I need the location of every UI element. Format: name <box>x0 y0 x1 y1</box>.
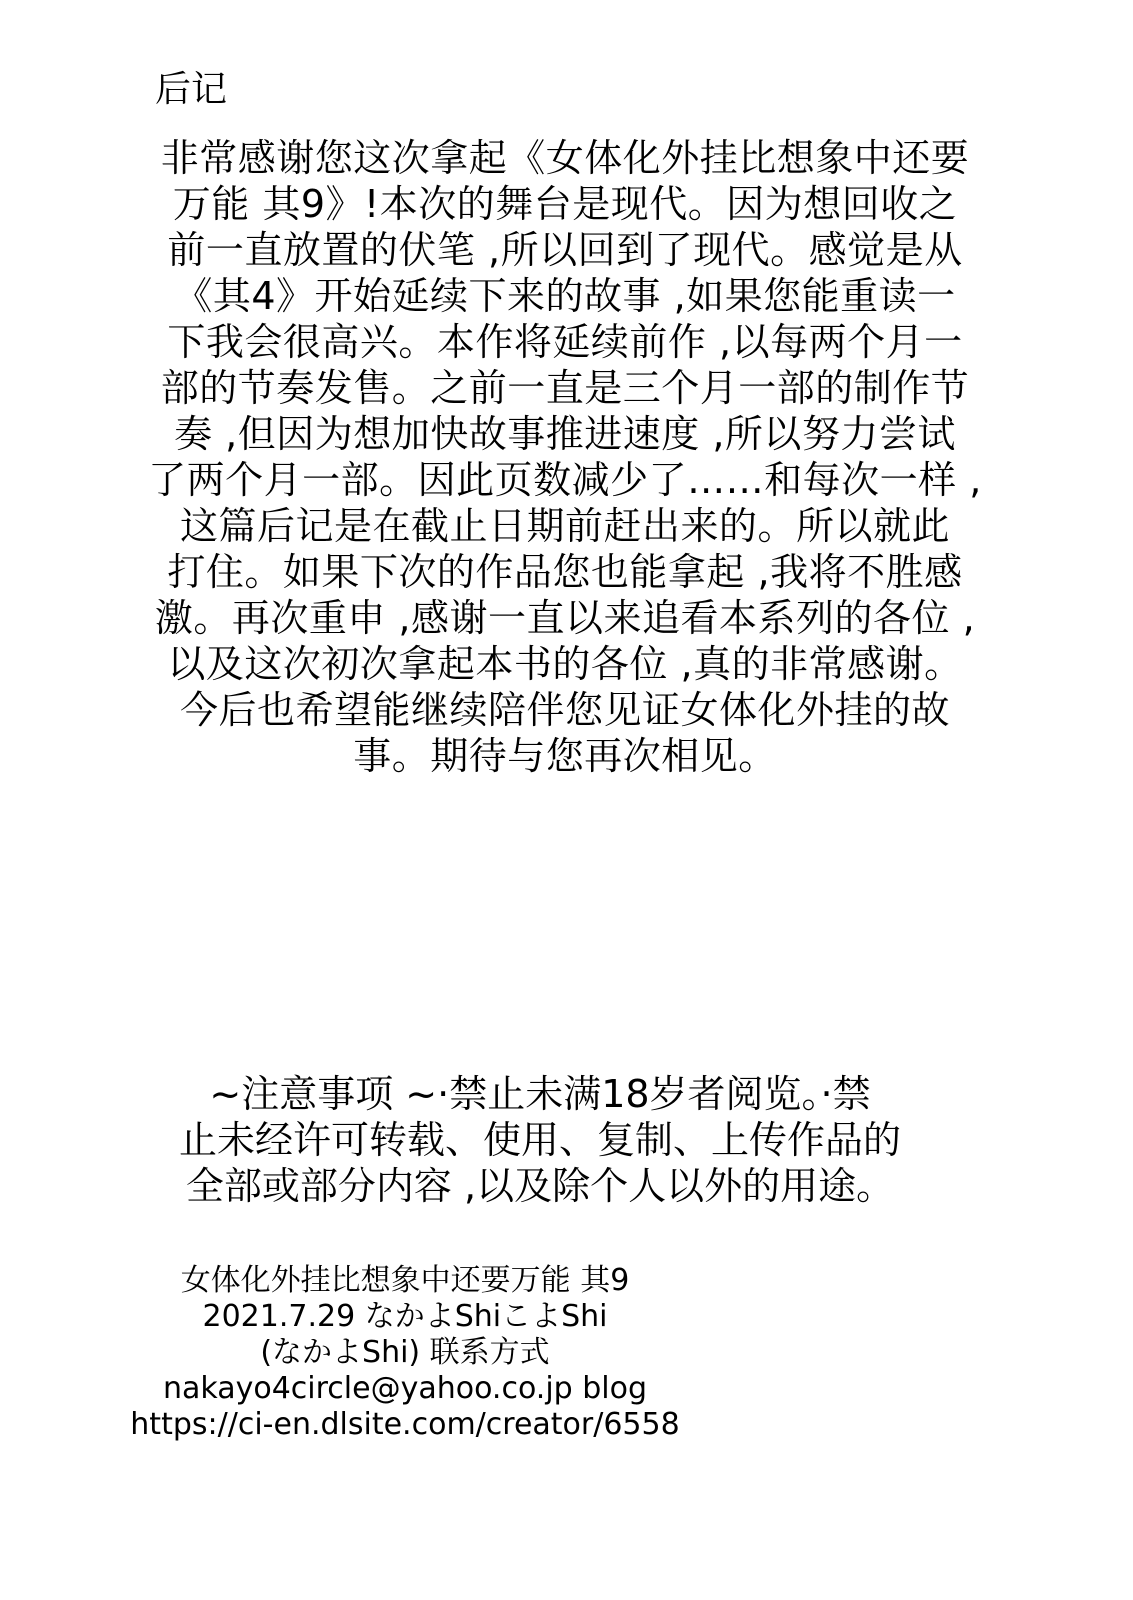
afterword-line: 激。再次重申 ,感谢一直以来追看本系列的各位 , <box>154 596 976 640</box>
afterword-line: 万能 其9》!本次的舞台是现代。因为想回收之 <box>172 182 958 226</box>
afterword-line: 了两个月一部。因此页数减少了……和每次一样 , <box>148 458 982 502</box>
afterword-line: 部的节奏发售。之前一直是三个月一部的制作节 <box>160 366 970 410</box>
notice-line: 止未经许可转载、使用、复制、上传作品的 <box>178 1118 901 1162</box>
colophon-email-blog: nakayo4circle@yahoo.co.jp blog <box>162 1371 648 1406</box>
notice-line: 全部或部分内容 ,以及除个人以外的用途。 <box>185 1164 895 1208</box>
afterword-line: 事。期待与您再次相见。 <box>353 734 777 778</box>
afterword-line: 下我会很高兴。本作将延续前作 ,以每两个月一 <box>167 320 963 364</box>
afterword-line: 以及这次初次拿起本书的各位 ,真的非常感谢。 <box>167 642 963 686</box>
afterword-line: 今后也希望能继续陪伴您见证女体化外挂的故 <box>179 688 950 732</box>
notice-line: ~注意事项 ~·禁止未满18岁者阅览。·禁 <box>209 1072 871 1116</box>
notice-block <box>60 1071 1020 1209</box>
colophon-date-circle: 2021.7.29 なかよShiこよShi <box>202 1299 608 1334</box>
afterword-line: 非常感谢您这次拿起《女体化外挂比想象中还要 <box>160 136 970 180</box>
colophon-url: https://ci-en.dlsite.com/creator/6558 <box>130 1407 680 1442</box>
afterword-line: 奏 ,但因为想加快故事推进速度 ,所以努力尝试 <box>174 412 956 456</box>
colophon-title: 女体化外挂比想象中还要万能 其9 <box>180 1263 630 1298</box>
afterword-body <box>60 135 1070 779</box>
afterword-line: 前一直放置的伏笔 ,所以回到了现代。感觉是从 <box>167 228 963 272</box>
afterword-line: 《其4》开始延续下来的故事 ,如果您能重读一 <box>174 274 956 318</box>
afterword-line: 这篇后记是在截止日期前赶出来的。所以就此 <box>179 504 950 548</box>
colophon-block <box>60 1263 750 1443</box>
colophon-contact-label: (なかよShi) 联系方式 <box>260 1335 550 1370</box>
afterword-line: 打住。如果下次的作品您也能拿起 ,我将不胜感 <box>167 550 963 594</box>
afterword-title: 后记 <box>155 69 228 110</box>
